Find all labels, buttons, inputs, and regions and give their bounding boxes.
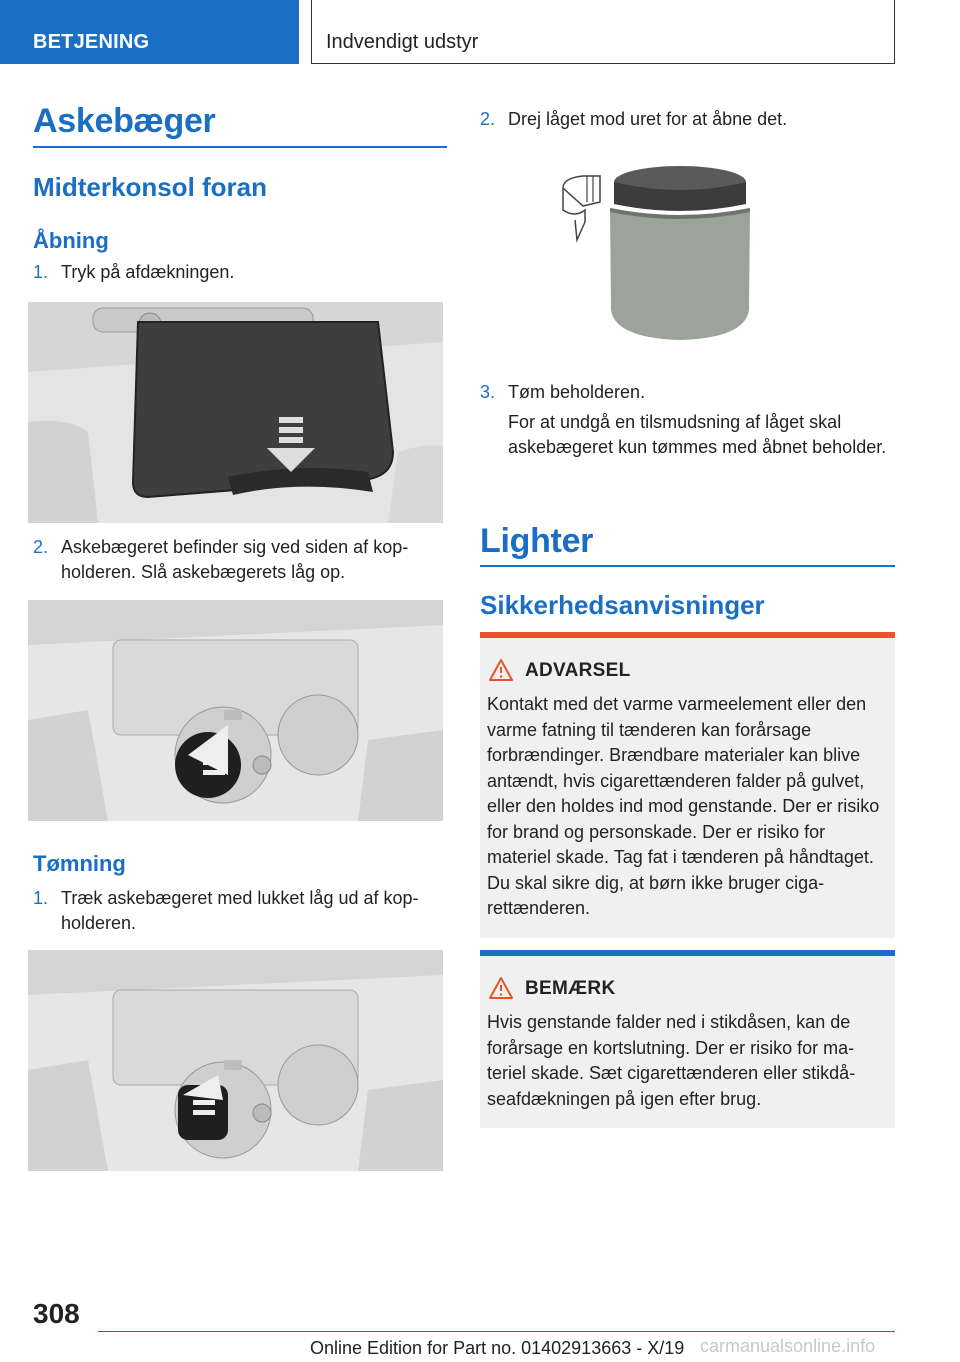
warning-box <box>480 632 895 938</box>
page-number: 308 <box>33 1298 80 1329</box>
list-item <box>480 380 895 406</box>
section-tab <box>0 0 299 64</box>
footer-rule <box>98 1331 895 1332</box>
section-label: BETJENING <box>33 31 150 53</box>
illustration-ashtray-rotate <box>555 160 755 350</box>
warning-text: Kontakt med det varme varmeelement eller den varme fatning til tænderen kan forårsage forbrændinger. Brændbare materialer kan blive antændt, hvis cigarettænderen falder på gulvet, eller den holdes ind mod genstande. Der er risiko for brand og personskade. Der er risiko for materiel skade. Tag fat i tænderen på håndtaget. Du skal sikre dig, at børn ikke bruger cigarettænderen. <box>487 694 880 918</box>
step-text: Træk askebægeret med lukket låg ud af kopholderen. <box>61 888 419 933</box>
lighter-rule <box>480 565 895 567</box>
note-text: For at undgå en tilsmudsning af låget skal askebægeret kun tømmes med åbnet beholder. <box>508 412 887 457</box>
step-text: Tryk på afdækningen. <box>61 262 235 282</box>
step-number: 3. <box>480 382 496 402</box>
title-rule <box>33 146 447 148</box>
page-title: Askebæger <box>33 102 216 140</box>
list-item <box>33 260 447 286</box>
step-note <box>508 410 895 488</box>
list-item <box>480 107 895 133</box>
step-number: 2. <box>480 109 496 129</box>
photo-console-cover <box>28 302 443 523</box>
list-item <box>33 535 447 587</box>
watermark: carmanualsonline.info <box>700 1336 876 1356</box>
photo-ashtray-lid <box>28 600 443 821</box>
note-text: Hvis genstande falder ned i stikdåsen, kan de forårsage en kortslutning. Der er risiko for materiel skade. Sæt cigarettænderen eller stikdåseafdækningen på igen efter brug. <box>487 1012 856 1109</box>
subheading-emptying: Tømning <box>33 851 126 876</box>
section-heading-midterkonsol: Midterkonsol foran <box>33 172 268 202</box>
list-item <box>33 886 447 938</box>
step-number: 1. <box>33 262 49 282</box>
step-text: Askebægeret befinder sig ved siden af kopholderen. Slå askebægerets låg op. <box>61 537 409 582</box>
section-heading-safety: Sikkerhedsanvisninger <box>480 590 765 620</box>
warning-label: ADVARSEL <box>525 660 631 681</box>
photo-ashtray-remove <box>28 950 443 1171</box>
note-label: BEMÆRK <box>525 978 616 999</box>
note-bar <box>480 950 895 956</box>
chapter-tab <box>311 0 895 64</box>
chapter-label: Indvendigt udstyr <box>326 31 479 53</box>
step-text: Tøm beholderen. <box>508 382 646 402</box>
step-text: Drej låget mod uret for at åbne det. <box>508 109 788 129</box>
caution-triangle-icon <box>488 976 514 1000</box>
step-number: 2. <box>33 537 49 557</box>
section-title-lighter: Lighter <box>480 522 594 560</box>
note-box <box>480 950 895 1128</box>
warning-bar <box>480 632 895 638</box>
step-number: 1. <box>33 888 49 908</box>
subheading-opening: Åbning <box>33 228 109 253</box>
warning-triangle-icon <box>488 658 514 682</box>
footer-edition: Online Edition for Part no. 01402913663 - X/19 <box>310 1338 685 1358</box>
